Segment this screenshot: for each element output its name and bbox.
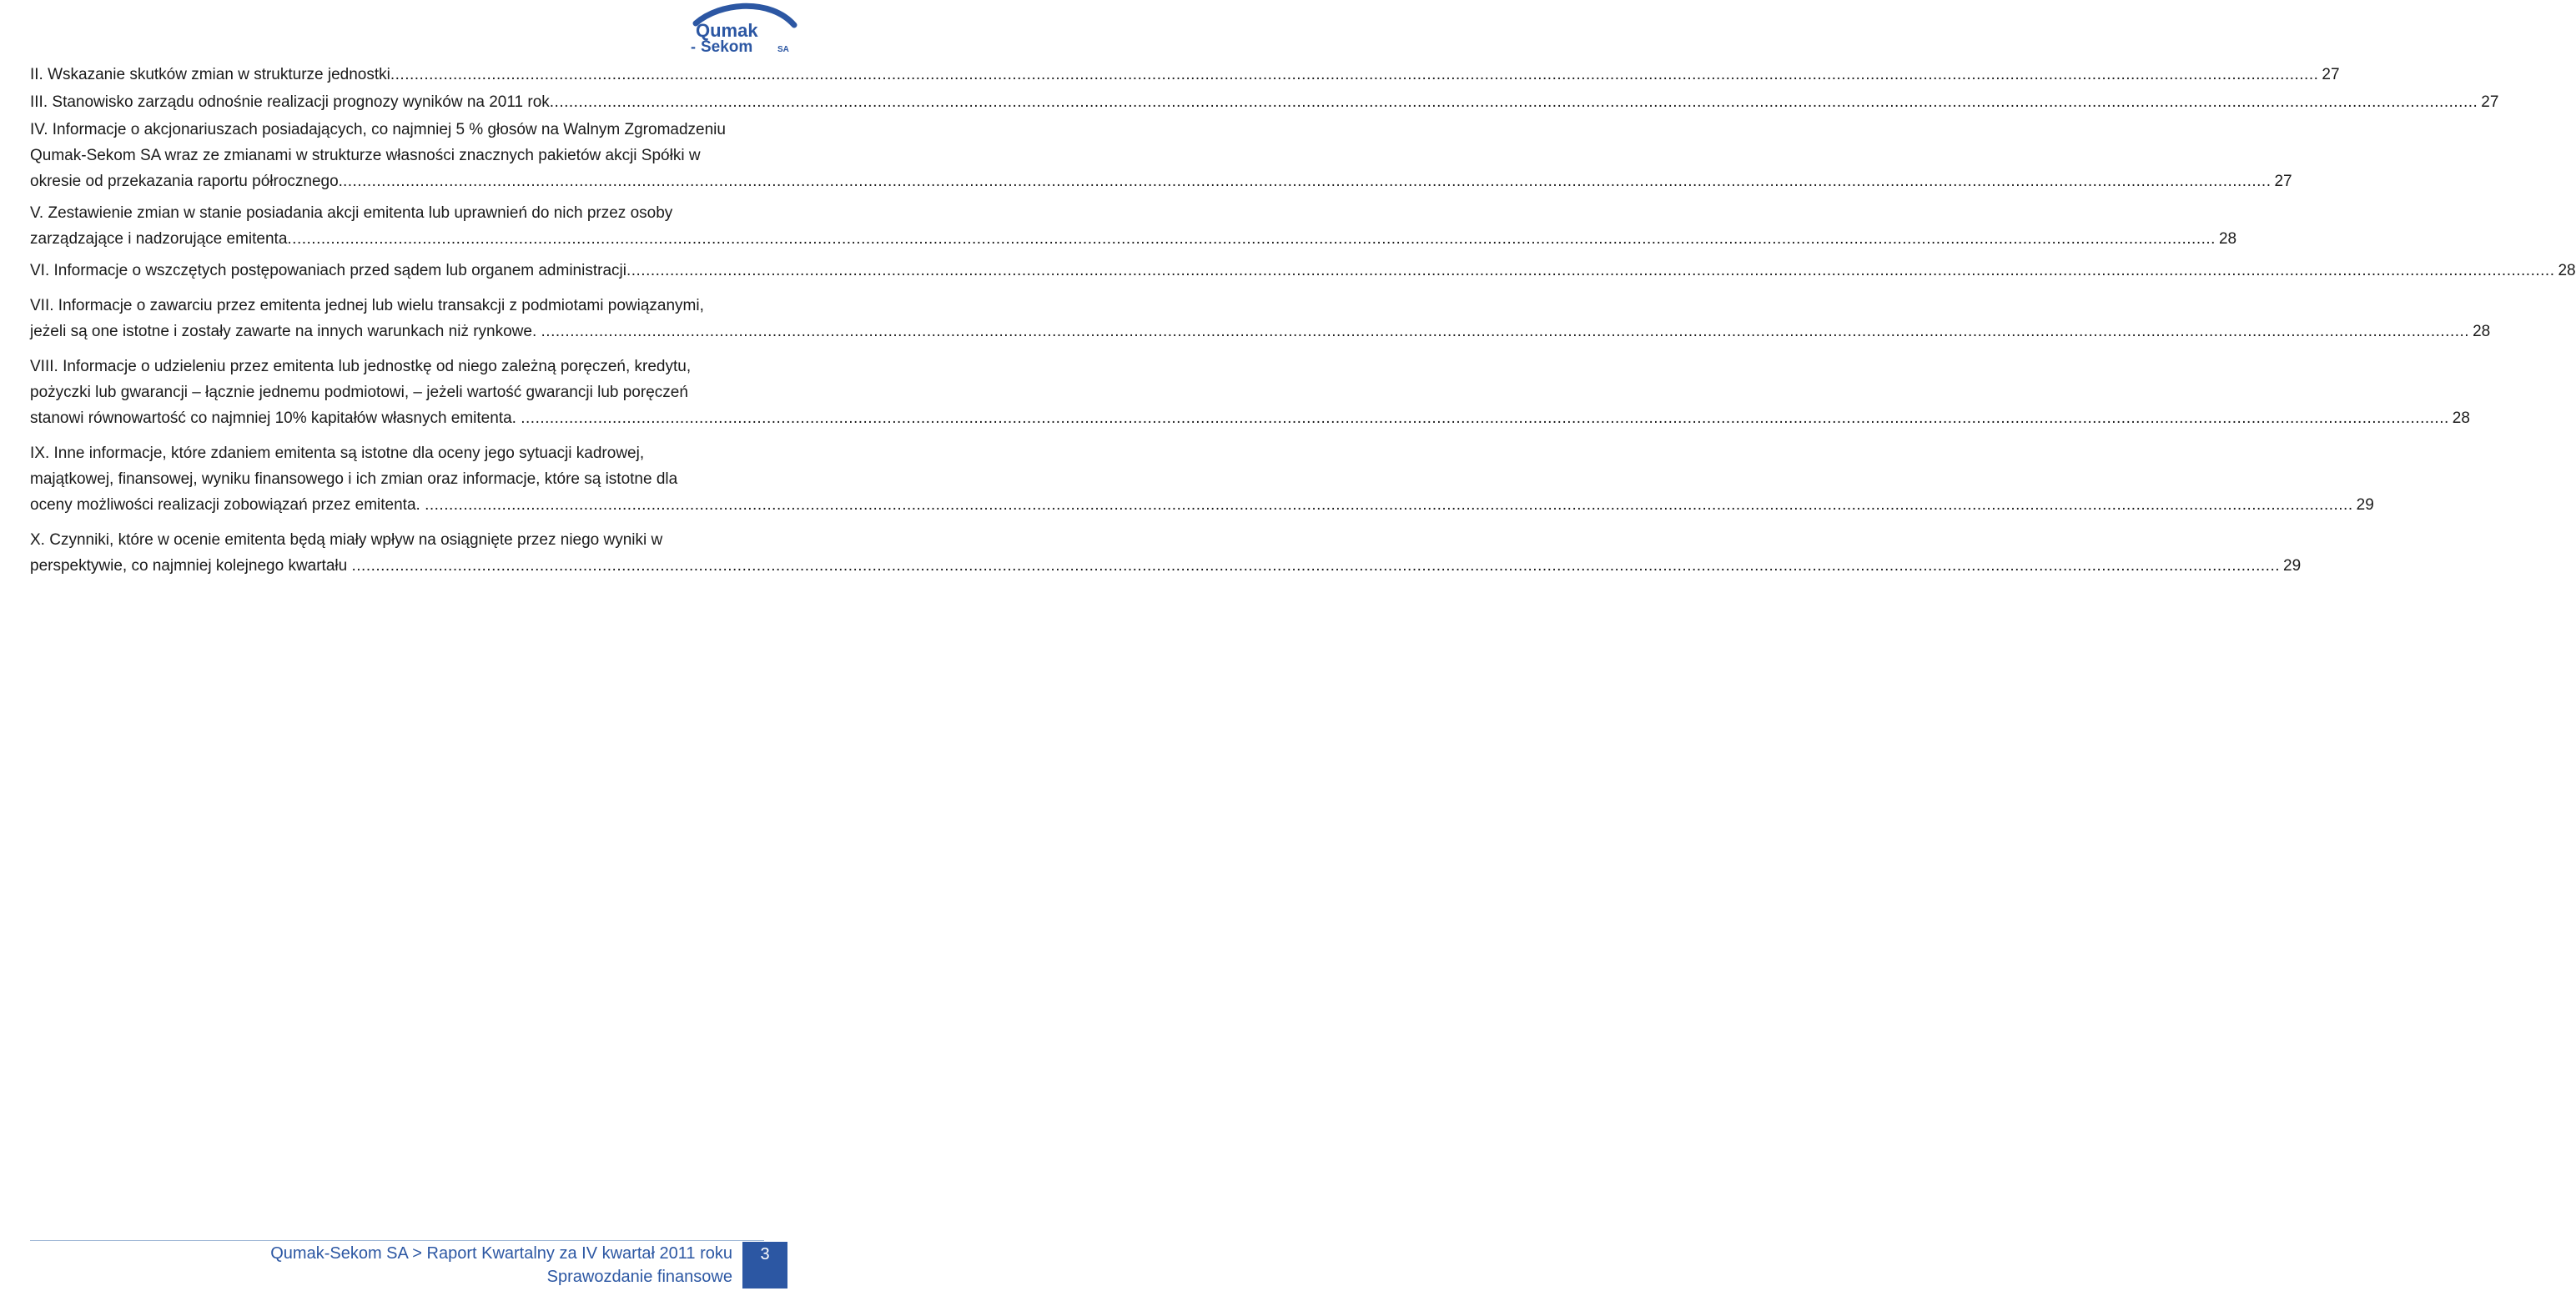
toc-entry-text: IX. Inne informacje, które zdaniem emitenta są istotne dla oceny jego sytuacji kadrowej,: [30, 445, 645, 462]
toc-entry-text: zarządzające i nadzorujące emitenta: [30, 230, 288, 248]
toc-dot-leader: ................................................................................................................................................................................................................................................................................................................................................................................................................: [390, 66, 2319, 83]
company-logo: [687, 3, 797, 55]
toc-entry[interactable]: [30, 117, 2292, 194]
toc-entry-text: Qumak-Sekom SA wraz ze zmianami w strukturze własności znacznych pakietów akcji Spółki w: [30, 147, 701, 164]
toc-dot-leader: ................................................................................................................................................................................................................................................................................................................................................................................................................: [541, 323, 2470, 340]
toc-page-number: 28: [2558, 262, 2576, 279]
logo-line2: Sekom: [701, 38, 753, 56]
toc-entry[interactable]: [30, 258, 2576, 284]
toc-entry[interactable]: [30, 354, 2470, 431]
toc-entry[interactable]: [30, 440, 2374, 518]
logo-line1: Qumak: [696, 20, 758, 41]
toc-entry-text: stanowi równowartość co najmniej 10% kapitałów własnych emitenta.: [30, 409, 521, 427]
svg-text:-: -: [691, 38, 696, 55]
toc-entry[interactable]: [30, 62, 2340, 88]
toc-entry-text: X. Czynniki, które w ocenie emitenta będą miały wpływ na osiągnięte przez niego wyniki w: [30, 531, 663, 549]
toc-page-number: 29: [2283, 557, 2302, 575]
toc-page-number: 28: [2452, 409, 2470, 427]
toc-entry-text: V. Zestawienie zmian w stanie posiadania akcji emitenta lub uprawnień do nich przez osoby: [30, 204, 673, 222]
footer-divider: [30, 1240, 764, 1241]
toc-entry-text: VIII. Informacje o udzieleniu przez emitenta lub jednostkę od niego zależną poręczeń, kredytu,: [30, 358, 692, 375]
footer-section-title: Sprawozdanie finansowe: [546, 1268, 732, 1286]
toc-dot-leader: ................................................................................................................................................................................................................................................................................................................................................................................................................: [351, 557, 2281, 575]
toc-dot-leader: ................................................................................................................................................................................................................................................................................................................................................................................................................: [626, 262, 2555, 279]
toc-dot-leader: ................................................................................................................................................................................................................................................................................................................................................................................................................: [549, 93, 2478, 111]
toc-entry-text: VI. Informacje o wszczętych postępowaniach przed sądem lub organem administracji: [30, 262, 626, 279]
toc-entry[interactable]: [30, 200, 2237, 252]
toc-page-number: 28: [2473, 323, 2491, 340]
toc-entry-text: II. Wskazanie skutków zmian w strukturze jednostki: [30, 66, 390, 83]
toc-page-number: 27: [2274, 173, 2292, 190]
toc-entry[interactable]: [30, 293, 2491, 344]
toc-entry-text: okresie od przekazania raportu półrocznego.: [30, 173, 343, 190]
toc-dot-leader: ................................................................................................................................................................................................................................................................................................................................................................................................................: [521, 409, 2449, 427]
toc-page-number: 27: [2481, 93, 2499, 111]
toc-page-number: 29: [2356, 496, 2374, 514]
toc-entry-text: jeżeli są one istotne i zostały zawarte na innych warunkach niż rynkowe.: [30, 323, 541, 340]
toc-entry[interactable]: [30, 527, 2302, 579]
toc-entry-text: pożyczki lub gwarancji – łącznie jednemu podmiotowi, – jeżeli wartość gwarancji lub poręczeń: [30, 384, 688, 401]
logo-suffix: SA: [777, 45, 789, 54]
toc-page-number: 28: [2218, 230, 2237, 248]
toc-dot-leader: ................................................................................................................................................................................................................................................................................................................................................................................................................: [287, 230, 2216, 248]
toc-entry-text: IV. Informacje o akcjonariuszach posiadających, co najmniej 5 % głosów na Walnym Zgromadzeniu: [30, 121, 726, 138]
footer-report-title: Qumak-Sekom SA > Raport Kwartalny za IV kwartał 2011 roku: [270, 1244, 732, 1263]
toc-entry-text: VII. Informacje o zawarciu przez emitenta jednej lub wielu transakcji z podmiotami powiązanymi,: [30, 297, 704, 314]
toc-dot-leader: ................................................................................................................................................................................................................................................................................................................................................................................................................: [425, 496, 2353, 514]
page-number: 3: [742, 1242, 787, 1288]
table-of-contents: [30, 62, 2576, 588]
toc-entry[interactable]: [30, 89, 2499, 115]
toc-dot-leader: ................................................................................................................................................................................................................................................................................................................................................................................................................: [342, 173, 2272, 190]
toc-entry-text: oceny możliwości realizacji zobowiązań przez emitenta.: [30, 496, 425, 514]
toc-entry-text: III. Stanowisko zarządu odnośnie realizacji prognozy wyników na 2011 rok: [30, 93, 550, 111]
toc-entry-text: perspektywie, co najmniej kolejnego kwartału: [30, 557, 352, 575]
toc-entry-text: majątkowej, finansowej, wyniku finansowego i ich zmian oraz informacje, które są istotne dla: [30, 470, 678, 488]
toc-page-number: 27: [2322, 66, 2340, 83]
